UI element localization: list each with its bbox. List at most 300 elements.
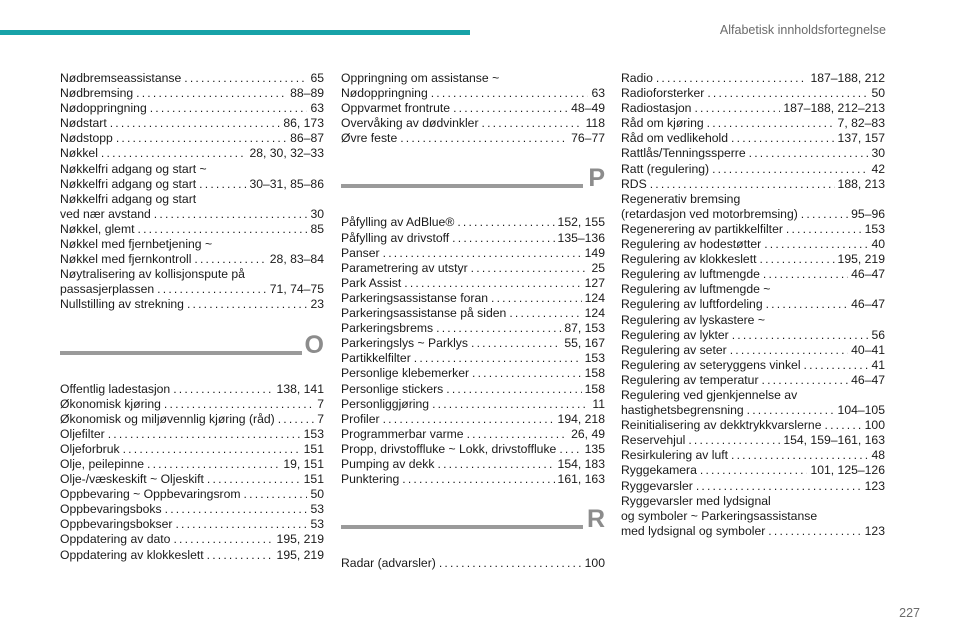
index-entry-term: Oljeforbruk <box>60 441 120 456</box>
dot-leader <box>694 101 780 116</box>
index-entry[interactable] <box>621 358 885 373</box>
index-entry-row <box>621 358 885 373</box>
index-entry[interactable] <box>60 442 324 457</box>
dot-leader <box>207 548 274 563</box>
index-entry-row <box>341 321 605 336</box>
index-entry[interactable] <box>341 321 605 336</box>
index-entry[interactable] <box>60 548 324 563</box>
index-entry-term: Park Assist <box>341 275 402 290</box>
index-entry-term: Parkeringsassistanse foran <box>341 290 488 305</box>
index-entry-pages: 188, 213 <box>837 176 885 191</box>
dot-leader <box>471 336 561 351</box>
index-entry-row <box>341 472 605 487</box>
dot-leader <box>138 222 308 237</box>
index-entry-row <box>621 146 885 161</box>
index-entry-term: Råd om vedlikehold <box>621 131 729 146</box>
index-entry-row <box>621 403 885 418</box>
index-entry-term: Parkeringsassistanse på siden <box>341 306 507 321</box>
index-entry-lead-line: Oppringning om assistanse ~ <box>341 71 500 85</box>
dot-leader <box>747 403 835 418</box>
index-entry-term: Ryggekamera <box>621 463 697 478</box>
dot-leader <box>804 358 869 373</box>
index-entry-pages: 153 <box>303 426 324 441</box>
dot-leader <box>165 502 308 517</box>
index-entry[interactable] <box>60 71 324 86</box>
index-entry-row <box>621 162 885 177</box>
index-entry-row <box>341 101 605 116</box>
dot-leader <box>207 472 301 487</box>
dot-leader <box>383 246 582 261</box>
index-entry-row <box>60 116 324 131</box>
index-entry-pages: 50 <box>310 487 324 502</box>
index-entry[interactable] <box>621 343 885 358</box>
index-entry-pages: 40–41 <box>851 342 885 357</box>
index-entry-term: Radioforsterker <box>621 86 705 101</box>
dot-leader <box>101 146 247 161</box>
index-entry-row <box>341 397 605 412</box>
index-entry[interactable] <box>60 192 324 222</box>
index-entry-term: Nødstart <box>60 116 107 131</box>
dot-leader <box>173 532 273 547</box>
index-entry-term: Regulering av lykter <box>621 327 729 342</box>
index-entry-term: Påfylling av AdBlue® <box>341 215 455 230</box>
index-entry-term: passasjerplassen <box>60 282 155 297</box>
index-entry[interactable] <box>60 532 324 547</box>
index-entry-lead-line: Regulering av lyskastere ~ <box>621 312 765 327</box>
dot-leader <box>400 131 568 146</box>
index-entry-term: Regulering av seteryggens vinkel <box>621 357 801 372</box>
index-entry-row <box>60 101 324 116</box>
index-entry-pages: 19, 151 <box>283 456 324 471</box>
index-entry[interactable] <box>341 276 605 291</box>
index-entry[interactable] <box>60 297 324 312</box>
index-column-3 <box>621 71 885 539</box>
index-entry-term: Rattlås/Tenningssperre <box>621 146 746 161</box>
index-entry-row <box>621 418 885 433</box>
dot-leader <box>825 418 862 433</box>
index-entry[interactable] <box>341 427 605 442</box>
index-entry[interactable] <box>341 351 605 366</box>
dot-leader <box>760 252 835 267</box>
index-entry[interactable] <box>60 382 324 397</box>
index-entry-row <box>621 177 885 192</box>
index-entry-pages: 100 <box>584 556 605 571</box>
dot-leader <box>439 556 582 571</box>
index-entry[interactable] <box>60 222 324 237</box>
index-entry-pages: 63 <box>591 86 605 101</box>
index-entry[interactable] <box>621 177 885 192</box>
index-entry-pages: 28, 30, 32–33 <box>249 146 324 161</box>
index-entry[interactable] <box>621 463 885 478</box>
index-entry[interactable] <box>60 162 324 192</box>
index-entry[interactable] <box>341 397 605 412</box>
dot-leader <box>707 86 868 101</box>
index-entry[interactable] <box>341 556 605 571</box>
index-entry-row <box>60 382 324 397</box>
index-entry-pages: 153 <box>584 351 605 366</box>
index-entry-term: Pumping av dekk <box>341 456 435 471</box>
index-entry-pages: 161, 163 <box>557 472 605 487</box>
dot-leader <box>150 101 308 116</box>
index-entry-pages: 151 <box>303 441 324 456</box>
index-entry-pages: 48 <box>871 448 885 463</box>
dot-leader <box>732 328 869 343</box>
index-entry-row <box>60 532 324 547</box>
index-entry[interactable] <box>621 448 885 463</box>
index-entry-row <box>60 71 324 86</box>
index-entry[interactable] <box>60 472 324 487</box>
dot-leader <box>763 267 848 282</box>
index-entry[interactable] <box>621 252 885 267</box>
index-entry-row <box>60 502 324 517</box>
index-entry-pages: 71, 74–75 <box>269 282 324 297</box>
index-entry[interactable] <box>60 427 324 442</box>
index-entry[interactable] <box>60 237 324 267</box>
index-entry-row <box>341 231 605 246</box>
index-entry-pages: 95–96 <box>851 206 885 221</box>
index-entry[interactable] <box>60 412 324 427</box>
index-entry-pages: 153 <box>864 221 885 236</box>
index-entry-row <box>341 442 605 457</box>
index-entry[interactable] <box>341 336 605 351</box>
dot-leader <box>199 177 246 192</box>
index-entry[interactable] <box>621 282 885 312</box>
index-entry[interactable] <box>621 433 885 448</box>
index-entry-pages: 195, 219 <box>276 532 324 547</box>
index-entry-row <box>341 382 605 397</box>
index-entry-pages: 152, 155 <box>557 215 605 230</box>
index-entry[interactable] <box>341 472 605 487</box>
index-entry-pages: 104–105 <box>837 403 885 418</box>
index-entry-pages: 46–47 <box>851 372 885 387</box>
index-entry-term: Regulering av seter <box>621 342 727 357</box>
index-entry[interactable] <box>341 382 605 397</box>
index-entry[interactable] <box>60 86 324 101</box>
index-entry[interactable] <box>60 267 324 297</box>
dot-leader <box>432 397 589 412</box>
index-entry[interactable] <box>60 457 324 472</box>
index-entry-term: Olje, peilepinne <box>60 456 145 471</box>
index-entry-row <box>60 442 324 457</box>
index-entry[interactable] <box>341 71 605 101</box>
index-entry[interactable] <box>621 131 885 146</box>
index-entry-row <box>341 556 605 571</box>
dot-leader <box>650 177 835 192</box>
index-entry-term: Ryggevarsler <box>621 478 693 493</box>
dot-leader <box>688 433 780 448</box>
index-entry-row <box>60 297 324 312</box>
index-entry[interactable] <box>621 479 885 494</box>
index-entry-row <box>341 116 605 131</box>
index-entry-row <box>60 412 324 427</box>
dot-leader <box>154 207 308 222</box>
index-entry-term: Radio <box>621 71 653 85</box>
index-entry-term: Økonomisk kjøring <box>60 396 161 411</box>
section-letter: R <box>586 505 605 534</box>
index-entry-pages: 56 <box>871 327 885 342</box>
index-entry-pages: 55, 167 <box>564 336 605 351</box>
index-entry[interactable] <box>60 131 324 146</box>
index-entry-term: Regulering av hodestøtter <box>621 237 762 252</box>
dot-leader <box>157 282 267 297</box>
index-entry-row <box>341 276 605 291</box>
index-entry-row <box>60 177 324 192</box>
index-entry-row <box>621 222 885 237</box>
dot-leader <box>404 276 581 291</box>
dot-leader <box>147 457 280 472</box>
index-entry-pages: 195, 219 <box>837 252 885 267</box>
index-entry-pages: 28, 83–84 <box>269 252 324 267</box>
index-entry-lead-line: Ryggevarsler med lydsignal <box>621 493 771 508</box>
index-entry[interactable] <box>341 215 605 230</box>
index-entry[interactable] <box>341 231 605 246</box>
index-entry-pages: 158 <box>584 381 605 396</box>
index-entry-term: Radiostasjon <box>621 101 692 116</box>
index-entry-term: Radar (advarsler) <box>341 556 436 571</box>
index-entry[interactable] <box>341 306 605 321</box>
index-entry-row <box>60 86 324 101</box>
index-entry-row <box>621 252 885 267</box>
index-entry-lead-line: og symboler ~ Parkeringsassistanse <box>621 508 818 523</box>
index-entry-row <box>621 71 885 86</box>
index-entry-lead-line: Nøkkel med fjernbetjening ~ <box>60 237 213 252</box>
index-entry-pages: 100 <box>864 418 885 433</box>
dot-leader <box>801 207 848 222</box>
index-entry-pages: 30 <box>310 206 324 221</box>
index-entry[interactable] <box>341 442 605 457</box>
index-entry-row <box>621 463 885 478</box>
index-entry-term: Regulering av temperatur <box>621 372 759 387</box>
index-entry-pages: 23 <box>310 297 324 312</box>
index-entry[interactable] <box>60 397 324 412</box>
index-entry-row <box>60 487 324 502</box>
index-entry-pages: 46–47 <box>851 297 885 312</box>
dot-leader <box>453 101 568 116</box>
index-entry-pages: 48–49 <box>571 101 605 116</box>
index-entry[interactable] <box>341 246 605 261</box>
index-entry-pages: 26, 49 <box>571 426 605 441</box>
index-entry-lead-line: Regenerativ bremsing <box>621 191 741 206</box>
index-entry[interactable] <box>621 222 885 237</box>
index-entry-term: Programmerbar varme <box>341 426 464 441</box>
dot-leader <box>467 427 569 442</box>
index-entry[interactable] <box>341 457 605 472</box>
index-entry-row <box>60 131 324 146</box>
index-entry[interactable] <box>341 261 605 276</box>
index-entry-row <box>621 448 885 463</box>
dot-leader <box>696 479 862 494</box>
index-entry-pages: 11 <box>592 396 605 411</box>
index-entry-row <box>60 548 324 563</box>
index-entry-row <box>60 282 324 297</box>
index-entry-row <box>341 412 605 427</box>
dot-leader <box>457 215 554 230</box>
dot-leader <box>786 222 862 237</box>
index-entry[interactable] <box>621 101 885 116</box>
index-entry-row <box>341 427 605 442</box>
index-entry-row <box>60 222 324 237</box>
index-entry-row <box>341 86 605 101</box>
index-entry-term: Offentlig ladestasjon <box>60 381 171 396</box>
index-entry-term: Personlige klebemerker <box>341 366 470 381</box>
index-entry-pages: 187–188, 212 <box>810 71 885 85</box>
section-letter-divider <box>341 160 605 209</box>
index-entry[interactable] <box>621 116 885 131</box>
index-entry-row <box>341 246 605 261</box>
index-entry-row <box>60 517 324 532</box>
dot-leader <box>559 442 581 457</box>
index-entry-pages: 154, 159–161, 163 <box>783 433 885 448</box>
section-letter: P <box>588 164 605 193</box>
index-entry-pages: 40 <box>871 237 885 252</box>
index-entry-lead-line: Nøytralisering av kollisjonspute på <box>60 267 245 282</box>
dot-leader <box>768 524 861 539</box>
index-entry-term: Nødoppringning <box>60 101 147 116</box>
index-entry-term: Råd om kjøring <box>621 116 704 131</box>
index-entry-row <box>60 252 324 267</box>
index-entry[interactable] <box>60 116 324 131</box>
index-column-1 <box>60 71 324 563</box>
index-entry-pages: 135–136 <box>557 230 605 245</box>
dot-leader <box>244 487 308 502</box>
index-entry-pages: 7 <box>317 411 324 426</box>
index-entry-term: Propp, drivstoffluke ~ Lokk, drivstoffluke <box>341 441 557 456</box>
index-entry-row <box>60 457 324 472</box>
index-entry[interactable] <box>621 418 885 433</box>
index-entry-pages: 63 <box>310 101 324 116</box>
dot-leader <box>471 261 589 276</box>
index-entry-row <box>341 336 605 351</box>
index-entry-pages: 88–89 <box>290 86 324 101</box>
index-entry-term: Oppdatering av dato <box>60 532 171 547</box>
index-entry[interactable] <box>621 313 885 343</box>
index-entry-row <box>60 146 324 161</box>
dot-leader <box>108 427 301 442</box>
index-entry-term: Nøkkelfri adgang og start <box>60 176 197 191</box>
index-entry[interactable] <box>621 162 885 177</box>
index-entry[interactable] <box>621 494 885 539</box>
index-column-2 <box>341 71 605 571</box>
index-entry-pages: 42 <box>871 161 885 176</box>
page-number: 227 <box>899 606 920 620</box>
index-entry[interactable] <box>341 366 605 381</box>
index-entry-term: hastighetsbegrensning <box>621 403 744 418</box>
index-entry[interactable] <box>621 71 885 86</box>
index-entry-pages: 158 <box>584 366 605 381</box>
index-entry-term: Økonomisk og miljøvennlig kjøring (råd) <box>60 411 275 426</box>
index-entry-pages: 25 <box>591 260 605 275</box>
index-entry-term: Olje-/væskeskift ~ Oljeskift <box>60 472 204 487</box>
dot-leader <box>123 442 301 457</box>
index-entry-term: Regulering av klokkeslett <box>621 252 757 267</box>
index-entry-term: Resirkulering av luft <box>621 448 729 463</box>
index-entry-term: Nødbremseassistanse <box>60 71 182 85</box>
index-entry-pages: 65 <box>310 71 324 85</box>
index-entry-row <box>621 524 885 539</box>
dot-leader <box>278 412 315 427</box>
index-entry-pages: 187–188, 212–213 <box>783 101 885 116</box>
index-entry-term: Profiler <box>341 411 380 426</box>
dot-leader <box>482 116 583 131</box>
index-entry-term: Personlige stickers <box>341 381 444 396</box>
dot-leader <box>116 131 287 146</box>
dot-leader <box>136 86 287 101</box>
index-entry-pages: 50 <box>871 86 885 101</box>
index-entry-term: Nødbremsing <box>60 86 134 101</box>
index-entry[interactable] <box>60 502 324 517</box>
index-entry-row <box>621 433 885 448</box>
index-entry-pages: 86–87 <box>290 131 324 146</box>
index-entry[interactable] <box>621 267 885 282</box>
index-entry-pages: 154, 183 <box>557 456 605 471</box>
index-entry-pages: 123 <box>864 478 885 493</box>
dot-leader <box>446 382 581 397</box>
index-entry-term: Nøkkel med fjernkontroll <box>60 252 192 267</box>
index-entry-row <box>621 479 885 494</box>
dot-leader <box>707 116 835 131</box>
index-entry-term: med lydsignal og symboler <box>621 523 766 538</box>
index-entry-term: Reservehjul <box>621 433 686 448</box>
index-entry[interactable] <box>621 192 885 222</box>
index-entry-pages: 194, 218 <box>557 411 605 426</box>
index-entry-row <box>621 373 885 388</box>
index-entry-term: Ratt (regulering) <box>621 161 710 176</box>
index-entry-row <box>621 297 885 312</box>
index-entry-row <box>621 131 885 146</box>
index-entry[interactable] <box>60 517 324 532</box>
index-entry[interactable] <box>621 388 885 418</box>
index-entry[interactable] <box>60 101 324 116</box>
dot-leader <box>194 252 266 267</box>
dot-leader <box>712 162 868 177</box>
index-entry[interactable] <box>621 373 885 388</box>
index-entry-row <box>621 86 885 101</box>
index-entry-pages: 30–31, 85–86 <box>249 176 324 191</box>
dot-leader <box>491 291 582 306</box>
index-entry-pages: 118 <box>585 116 605 131</box>
index-entry[interactable] <box>60 487 324 502</box>
index-entry-term: Overvåking av dødvinkler <box>341 116 479 131</box>
index-entry-pages: 7 <box>317 396 324 411</box>
index-entry[interactable] <box>341 412 605 427</box>
index-entry[interactable] <box>341 116 605 131</box>
index-entry-row <box>621 207 885 222</box>
index-entry-row <box>341 131 605 146</box>
index-entry[interactable] <box>621 237 885 252</box>
dot-leader <box>509 306 581 321</box>
index-entry-term: Regulering av luftmengde <box>621 267 760 282</box>
index-entry[interactable] <box>621 86 885 101</box>
index-entry-row <box>621 116 885 131</box>
index-entry-lead-line: Regulering ved gjenkjennelse av <box>621 387 798 402</box>
dot-leader <box>436 321 561 336</box>
index-entry[interactable] <box>341 291 605 306</box>
index-entry[interactable] <box>341 101 605 116</box>
index-entry-row <box>341 306 605 321</box>
dot-leader <box>164 397 314 412</box>
index-entry-pages: 85 <box>310 221 324 236</box>
index-entry-pages: 30 <box>871 146 885 161</box>
index-entry[interactable] <box>621 146 885 161</box>
index-entry[interactable] <box>60 146 324 161</box>
section-letter-divider <box>341 501 605 550</box>
index-entry[interactable] <box>341 131 605 146</box>
index-entry-pages: 124 <box>584 306 605 321</box>
dot-leader <box>110 116 281 131</box>
dot-leader <box>438 457 555 472</box>
index-entry-pages: 151 <box>303 472 324 487</box>
dot-leader <box>749 146 869 161</box>
